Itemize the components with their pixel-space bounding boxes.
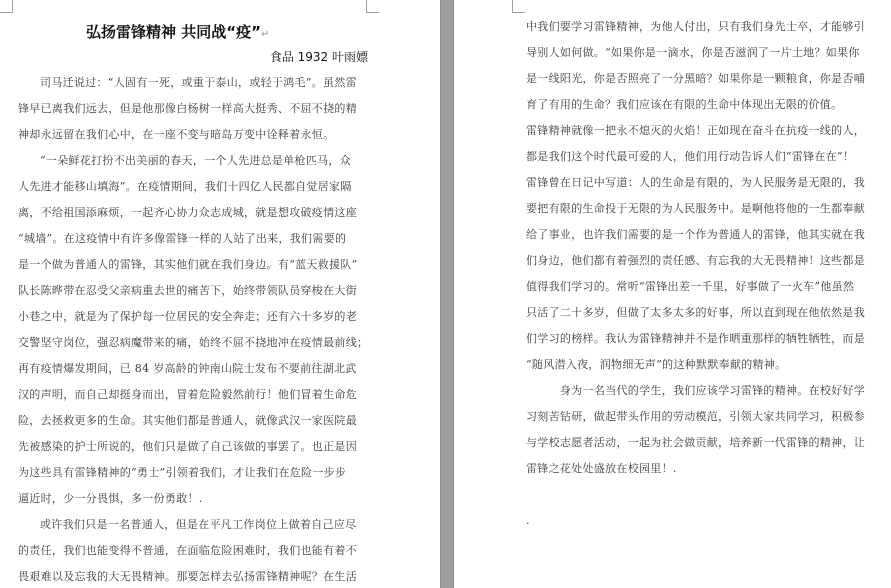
text-line: 为这些具有雷锋精神的“勇士”引领着我们，才让我们在危险一步步 — [18, 466, 347, 479]
text-line: “随风潜入夜，润物细无声”的这种默默奉献的精神。 — [526, 358, 787, 371]
text-line: 的责任，我们也能变得不普通，在面临危险困难时，我们也能有着不 — [18, 544, 357, 557]
paragraph-mark-icon: ↵ — [260, 29, 270, 40]
text-line: 们身边，他们都有着强烈的责任感、有忘我的大无畏精神！这些都是 — [526, 254, 865, 267]
text-line: 中我们要学习雷锋精神，为他人付出，只有我们身先士卒，才能够引 — [526, 20, 865, 33]
text-line: 汉的声明，而自己却挺身而出，冒着危险毅然前行！他们冒着生命危 — [18, 388, 357, 401]
text-line: 小巷之中，就是为了保护每一位居民的安全奔走；还有六十多岁的老 — [18, 310, 357, 323]
text-line: 畏艰难以及忘我的大无畏精神。那要怎样去弘扬雷锋精神呢？在生活 — [18, 570, 357, 583]
text-line: 习刻苦钻研，做起带头作用的劳动模范，引领大家共同学习，积极参 — [526, 410, 865, 423]
text-line: 人先进才能移山填海”。在疫情期间，我们十四亿人民都自觉居家隔 — [18, 180, 352, 193]
text-line: . — [526, 514, 530, 527]
text-line: 是一个做为普通人的雷锋，其实他们就在我们身边。有“蓝天救援队” — [18, 258, 358, 271]
text-line — [526, 482, 881, 508]
text-line: 都是我们这个时代最可爱的人，他们用行动告诉人们“雷锋在在”！ — [526, 150, 855, 163]
text-line: 育了有用的生命？我们应该在有限的生命中体现出无限的价值。 — [526, 98, 843, 111]
document-page-right — [454, 0, 891, 588]
text-line: 或许我们只是一名普通人，但是在平凡工作岗位上做着自己应尽 — [40, 518, 357, 531]
text-line: 雷锋之花处处盛放在校园里！. — [526, 462, 677, 475]
page-gap-divider — [440, 0, 454, 588]
text-line: 给了事业，也许我们需要的是一个作为普通人的雷锋，他其实就在我 — [526, 228, 865, 241]
text-line: 与学校志愿者活动，一起为社会做贡献，培养新一代雷锋的精神，让 — [526, 436, 865, 449]
text-line: 险，去拯救更多的生命。其实他们都是普通人，就像武汉一家医院最 — [18, 414, 357, 427]
document-page-left — [0, 0, 440, 588]
crop-mark-top-left — [512, 0, 525, 13]
text-line: 是一线阳光，你是否照亮了一分黑暗？如果你是一颗粮食，你是否哺 — [526, 72, 865, 85]
text-line: 们学习的榜样。我认为雷锋精神并不是作晒重那样的牺牲牺牲，而是 — [526, 332, 865, 345]
crop-mark-top-left — [0, 0, 13, 13]
author-line[interactable]: 食品 1932 叶雨嫖 — [269, 50, 368, 64]
text-line: 值得我们学习的。常听“雷锋出差一千里，好事做了一火车”他虽然 — [526, 280, 855, 293]
text-line: 司马迁说过：“人固有一死，或重于泰山，或轻于鸿毛”。虽然雷 — [40, 76, 357, 89]
text-line: 队长陈晔带在忍受父亲病重去世的痛苦下，始终带领队员穿梭在大街 — [18, 284, 357, 297]
text-line: 雷锋精神就像一把永不熄灭的火焰！正如现在奋斗在抗疫一线的人， — [526, 124, 865, 137]
text-line: 逼近时，少一分畏惧，多一份勇敢！. — [18, 492, 203, 505]
title-text: 弘扬雷锋精神 共同战“疫” — [86, 23, 261, 41]
text-line: 交警坚守岗位，强忍病魔带来的痛，始终不屈不挠地冲在疫情最前线； — [18, 336, 368, 349]
text-line: “城墙”。在这疫情中有许多像雷锋一样的人站了出来，我们需要的 — [18, 232, 347, 245]
text-line: 要把有限的生命投于无限的为人民服务中。是啊他将他的一生都奉献 — [526, 202, 865, 215]
text-line: 先被感染的护士所说的，他们只是做了自己该做的事罢了。也正是因 — [18, 440, 357, 453]
text-line: 锋早已离我们远去，但是他那像白杨树一样高大挺秀、不屈不挠的精 — [18, 102, 357, 115]
text-line: “一朵鲜花打扮不出美丽的春天，一个人先进总是单枪匹马，众 — [40, 154, 352, 167]
text-line: 神却永远留在我们心中，在一座不变与暗岛万变中诠释着永恒。 — [18, 128, 335, 141]
text-line: 身为一名当代的学生，我们应该学习雷锋的精神。在校好好学 — [560, 384, 866, 397]
text-line: 雷锋曾在日记中写道：人的生命是有限的，为人民服务是无限的，我 — [526, 176, 865, 189]
text-line: 离，不给祖国添麻烦，一起齐心协力众志成城，就是想攻破疫情这座 — [18, 206, 357, 219]
document-title[interactable] — [86, 21, 386, 42]
text-line: 只活了二十多岁，但做了太多太多的好事，所以直到现在他依然是我 — [526, 306, 865, 319]
text-line: 导别人如何做。“如果你是一滴水，你是否滋润了一片土地？如果你 — [526, 46, 860, 59]
body-text-right[interactable] — [526, 14, 881, 534]
body-text-left[interactable] — [18, 70, 368, 588]
crop-mark-top-right — [366, 0, 379, 13]
text-line: 再有疫情爆发期间，已 84 岁高龄的钟南山院士发布不要前往湖北武 — [18, 362, 357, 375]
